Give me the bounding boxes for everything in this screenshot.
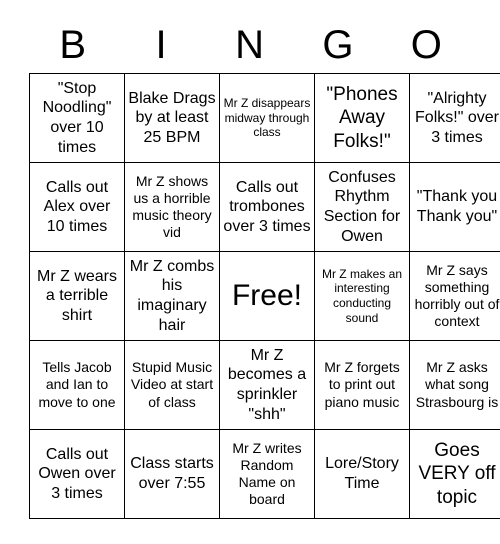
bingo-cell: Class starts over 7:55 [125,430,220,519]
bingo-cell: Mr Z disappears midway through class [220,74,315,163]
bingo-row [30,163,500,252]
header-letter-g: G [322,23,355,67]
bingo-cell: Blake Drags by at least 25 BPM [125,74,220,163]
bingo-cell: Mr Z combs his imaginary hair [125,252,220,341]
header-letter-i: I [155,23,168,67]
bingo-cell: "Thank you Thank you" [410,163,500,252]
bingo-header [29,20,471,70]
free-space-cell: Free! [220,252,315,341]
bingo-cell: Mr Z becomes a sprinkler "shh" [220,341,315,430]
bingo-cell: Mr Z writes Random Name on board [220,430,315,519]
bingo-row [30,341,500,430]
bingo-cell: Calls out Alex over 10 times [30,163,125,252]
bingo-cell: Mr Z says something horribly out of context [410,252,500,341]
header-letter-b: B [59,23,88,67]
bingo-cell: Calls out trombones over 3 times [220,163,315,252]
bingo-cell: Tells Jacob and Ian to move to one [30,341,125,430]
bingo-cell: Calls out Owen over 3 times [30,430,125,519]
header-letter-n: N [235,23,265,67]
bingo-row [30,430,500,519]
bingo-cell: Mr Z asks what song Strasbourg is [410,341,500,430]
bingo-row [30,74,500,163]
bingo-cell: "Phones Away Folks!" [315,74,410,163]
bingo-row [30,252,500,341]
bingo-cell: Mr Z forgets to print out piano music [315,341,410,430]
bingo-cell: "Stop Noodling" over 10 times [30,74,125,163]
bingo-cell: "Alrighty Folks!" over 3 times [410,74,500,163]
bingo-cell: Goes VERY off topic [410,430,500,519]
header-letter-o: O [410,23,443,67]
bingo-cell: Confuses Rhythm Section for Owen [315,163,410,252]
bingo-cell: Mr Z wears a terrible shirt [30,252,125,341]
bingo-cell: Mr Z shows us a horrible music theory vid [125,163,220,252]
bingo-cell: Lore/Story Time [315,430,410,519]
bingo-cell: Stupid Music Video at start of class [125,341,220,430]
bingo-card-grid [29,73,500,519]
bingo-cell: Mr Z makes an interesting conducting sound [315,252,410,341]
